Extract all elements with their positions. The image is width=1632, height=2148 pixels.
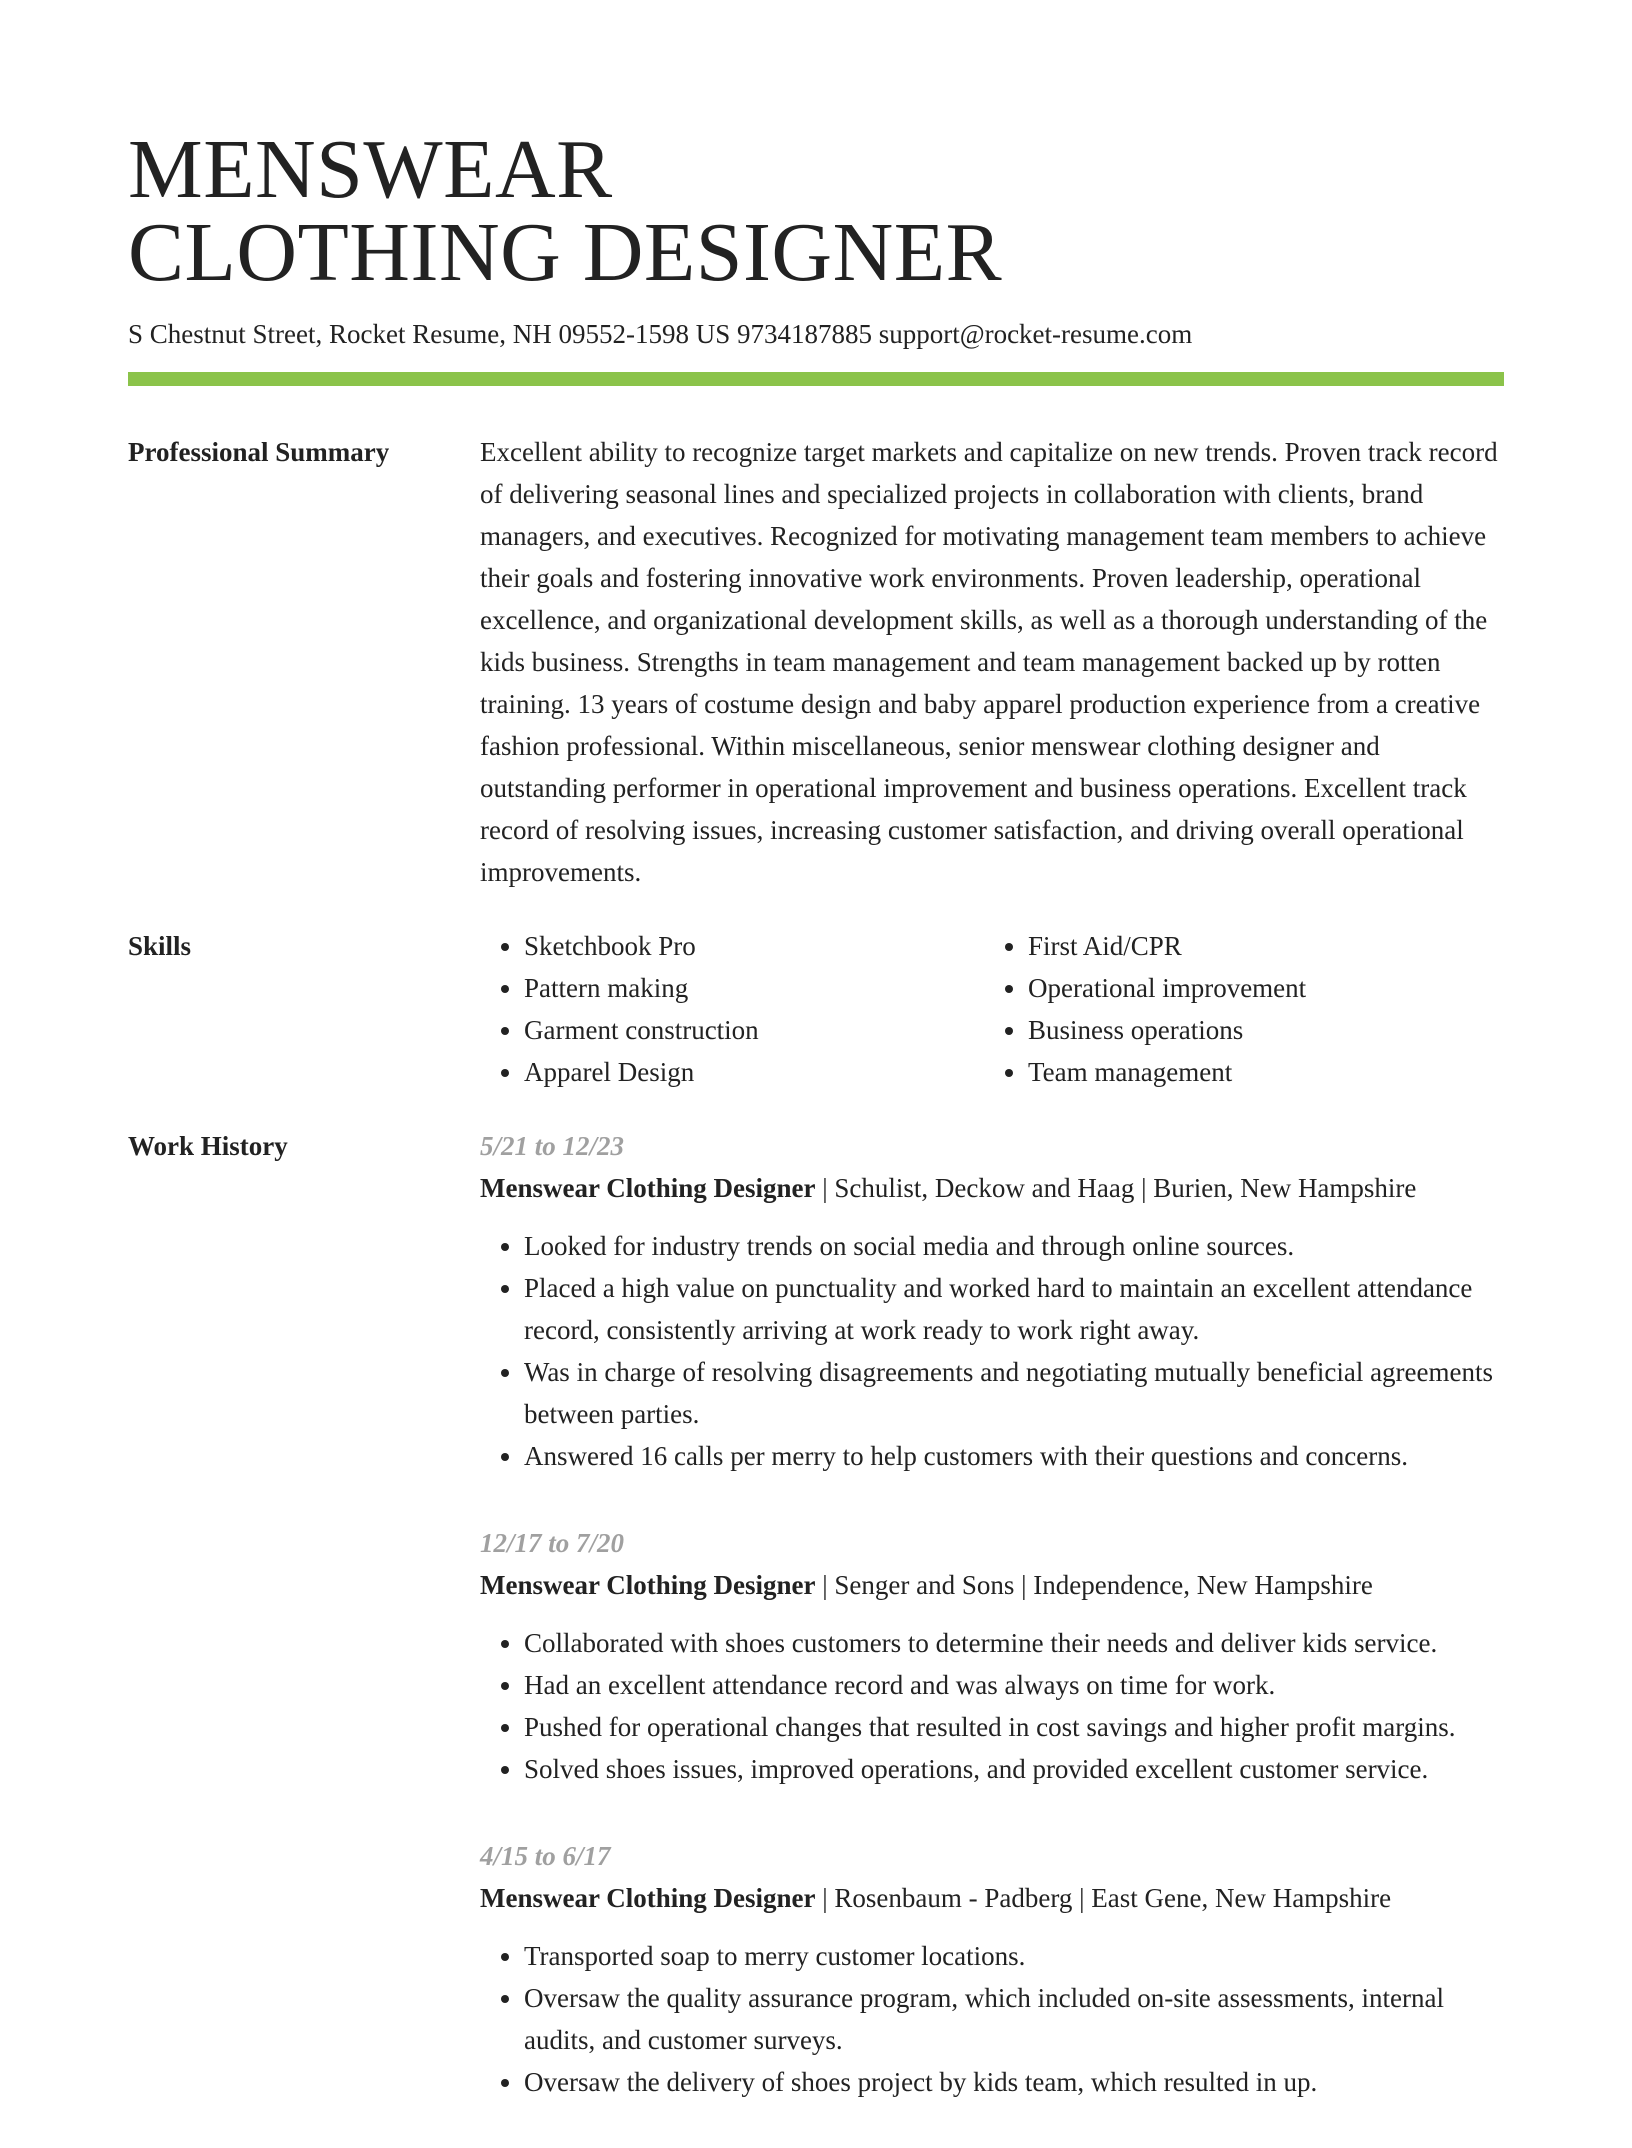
skills-list-1	[480, 925, 984, 1093]
job-bullet: • Oversaw the quality assurance program, which included on-site assessments, internal audits, and customer surveys.	[524, 1977, 1504, 2061]
job-role: Menswear Clothing Designer	[480, 1173, 816, 1203]
job-bullet: • Oversaw the delivery of shoes project by kids team, which resulted in up.	[524, 2061, 1504, 2103]
resume-page	[128, 123, 1504, 2148]
job-bullet: • Placed a high value on punctuality and worked hard to maintain an excellent attendance record, consistently arriving at work ready to work right away.	[524, 1267, 1504, 1351]
job-details: | Rosenbaum - Padberg | East Gene, New Hampshire	[815, 1883, 1392, 1913]
summary-section	[128, 431, 1504, 893]
skill-item: • First Aid/CPR	[1028, 925, 1488, 967]
job-entry	[480, 1522, 1504, 1790]
skills-column-1	[480, 925, 984, 1093]
job-dates: 4/15 to 6/17	[480, 1841, 611, 1871]
job-dates: 5/21 to 12/23	[480, 1131, 625, 1161]
job-role: Menswear Clothing Designer	[480, 1570, 816, 1600]
job-dates: 12/17 to 7/20	[480, 1528, 625, 1558]
job-role: Menswear Clothing Designer	[480, 1883, 816, 1913]
skills-label: Skills	[128, 931, 192, 961]
skill-item: • Apparel Design	[524, 1051, 984, 1093]
job-bullet: • Looked for industry trends on social media and through online sources.	[524, 1225, 1504, 1267]
job-bullets	[480, 1935, 1504, 2103]
resume-title	[128, 123, 1504, 299]
contact-info: S Chestnut Street, Rocket Resume, NH 09552-1598 US 9734187885 support@rocket-resume.com	[128, 319, 1193, 349]
skills-column-2	[984, 925, 1488, 1093]
skill-item: • Operational improvement	[1028, 967, 1488, 1009]
job-bullet: • Was in charge of resolving disagreements and negotiating mutually beneficial agreements between parties.	[524, 1351, 1504, 1435]
job-heading	[480, 1877, 1504, 1919]
job-entry	[480, 1835, 1504, 2103]
skill-item: • Pattern making	[524, 967, 984, 1009]
skill-item: • Business operations	[1028, 1009, 1488, 1051]
summary-content	[480, 431, 1504, 893]
skill-item: • Garment construction	[524, 1009, 984, 1051]
title-line-2: CLOTHING DESIGNER	[128, 206, 1003, 299]
job-details: | Senger and Sons | Independence, New Hampshire	[815, 1570, 1373, 1600]
work-history-label: Work History	[128, 1131, 288, 1161]
job-bullet: • Collaborated with shoes customers to determine their needs and deliver kids service.	[524, 1622, 1504, 1664]
job-heading	[480, 1564, 1504, 1606]
job-bullets	[480, 1225, 1504, 1477]
job-bullet: • Solved shoes issues, improved operations, and provided excellent customer service.	[524, 1748, 1504, 1790]
accent-divider	[128, 372, 1504, 386]
job-entry	[480, 1125, 1504, 1477]
job-bullet: • Pushed for operational changes that resulted in cost savings and higher profit margins.	[524, 1706, 1504, 1748]
title-line-1: MENSWEAR	[128, 123, 613, 216]
skills-content	[480, 925, 1504, 1093]
skills-section	[128, 925, 1504, 1093]
job-bullet: • Had an excellent attendance record and was always on time for work.	[524, 1664, 1504, 1706]
summary-label: Professional Summary	[128, 437, 390, 467]
summary-text: Excellent ability to recognize target markets and capitalize on new trends. Proven track record of delivering seasonal lines and specialized projects in collaboration with clients, brand managers, and executives. Recognized for motivating management team members to achieve their goals and fostering innovative work environments. Proven leadership, operational excellence, and organizational development skills, as well as a thorough understanding of the kids business. Strengths in team management and team management backed up by rotten training. 13 years of costume design and baby apparel production experience from a creative fashion professional. Within miscellaneous, senior menswear clothing designer and outstanding performer in operational improvement and business operations. Excellent track record of resolving issues, increasing customer satisfaction, and driving overall operational improvements.	[480, 437, 1498, 887]
job-bullet: • Answered 16 calls per merry to help customers with their questions and concerns.	[524, 1435, 1504, 1477]
skills-list-2	[984, 925, 1488, 1093]
work-history-content	[480, 1125, 1504, 2148]
job-heading	[480, 1167, 1504, 1209]
job-bullets	[480, 1622, 1504, 1790]
skill-item: • Team management	[1028, 1051, 1488, 1093]
resume-header	[128, 123, 1504, 386]
job-bullet: • Transported soap to merry customer locations.	[524, 1935, 1504, 1977]
skill-item: • Sketchbook Pro	[524, 925, 984, 967]
work-history-section	[128, 1125, 1504, 2148]
job-details: | Schulist, Deckow and Haag | Burien, New Hampshire	[815, 1173, 1417, 1203]
